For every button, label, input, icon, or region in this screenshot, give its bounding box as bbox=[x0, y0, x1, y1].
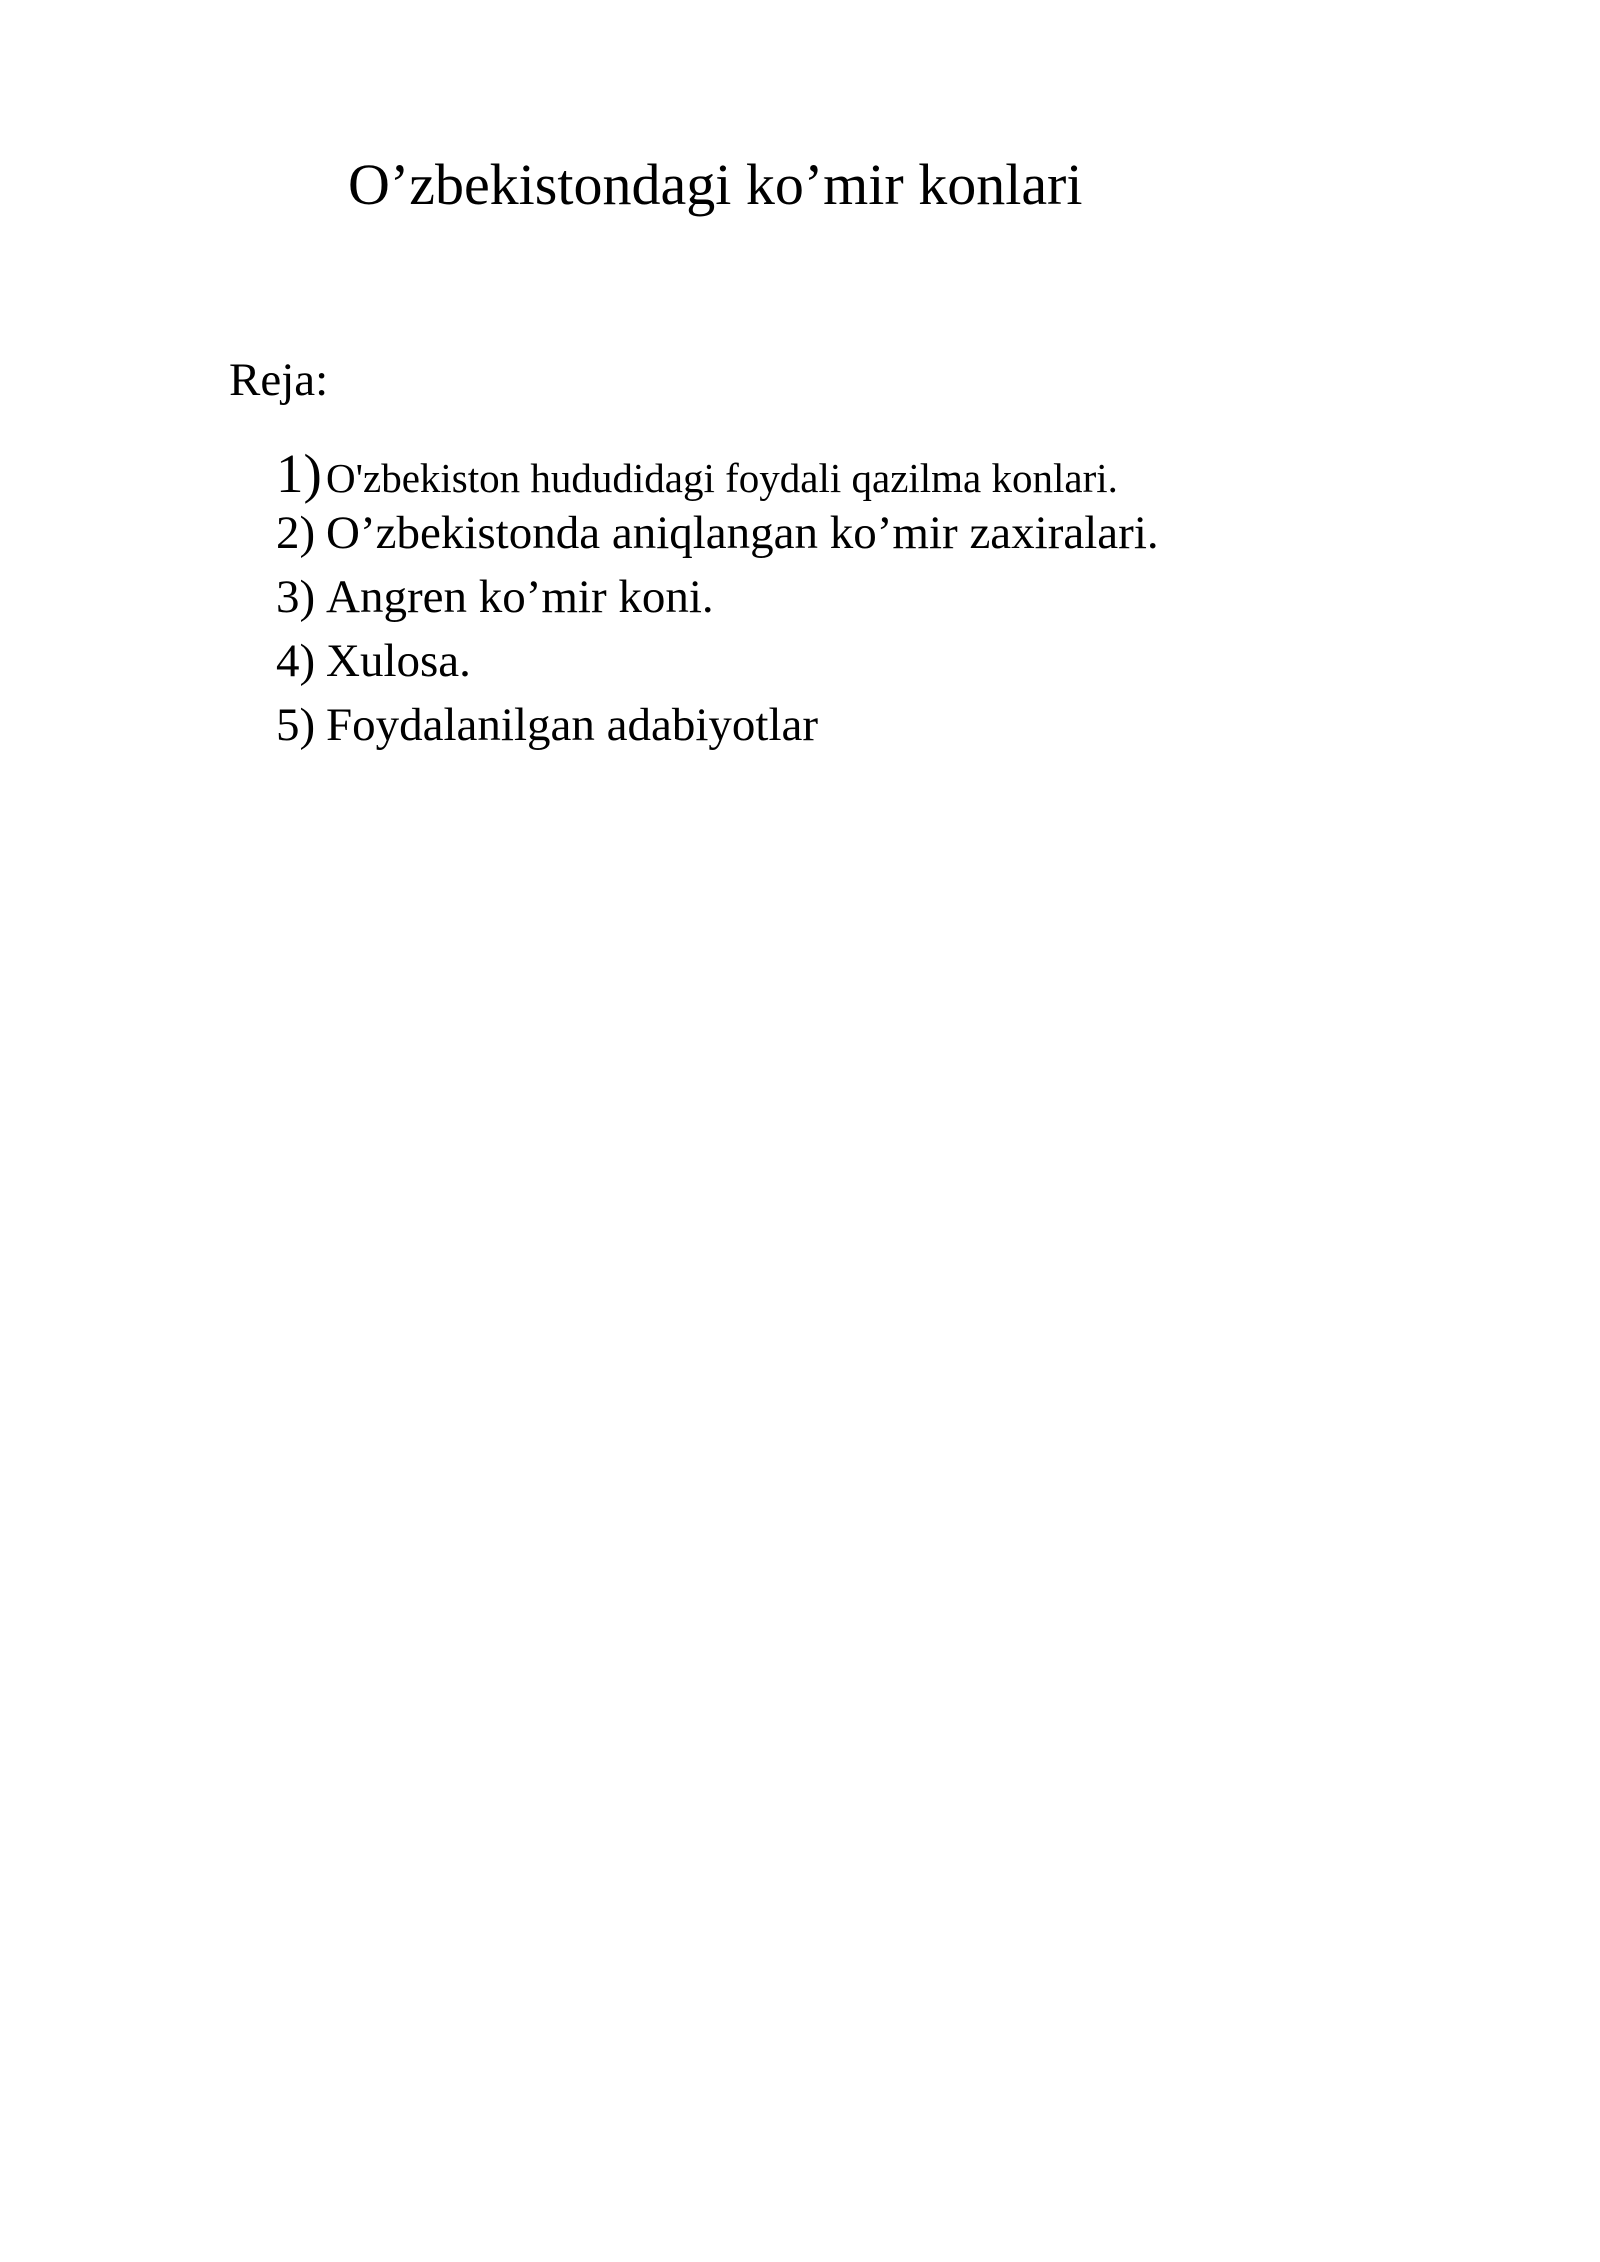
plan-item-3 bbox=[276, 569, 714, 625]
plan-item-1 bbox=[276, 441, 1118, 507]
plan-item-4 bbox=[276, 633, 471, 689]
plan-item-text: Xulosa. bbox=[326, 635, 471, 687]
plan-item-number: 4) bbox=[276, 635, 316, 687]
plan-item-text: O’zbekistonda aniqlangan ko’mir zaxiralari. bbox=[326, 507, 1159, 559]
plan-heading: Reja: bbox=[229, 354, 329, 406]
plan-item-text: Angren ko’mir koni. bbox=[326, 571, 714, 623]
plan-item-text: Foydalanilgan adabiyotlar bbox=[326, 699, 819, 751]
plan-item-5 bbox=[276, 697, 818, 753]
plan-item-number: 2) bbox=[276, 507, 316, 559]
plan-item-text: O'zbekiston hududidagi foydali qazilma konlari. bbox=[326, 455, 1118, 501]
plan-item-number: 3) bbox=[276, 571, 316, 623]
page-title: O’zbekistondagi ko’mir konlari bbox=[348, 152, 1083, 217]
plan-item-number: 1) bbox=[276, 443, 322, 504]
plan-item-2 bbox=[276, 505, 1159, 561]
plan-item-number: 5) bbox=[276, 699, 316, 751]
